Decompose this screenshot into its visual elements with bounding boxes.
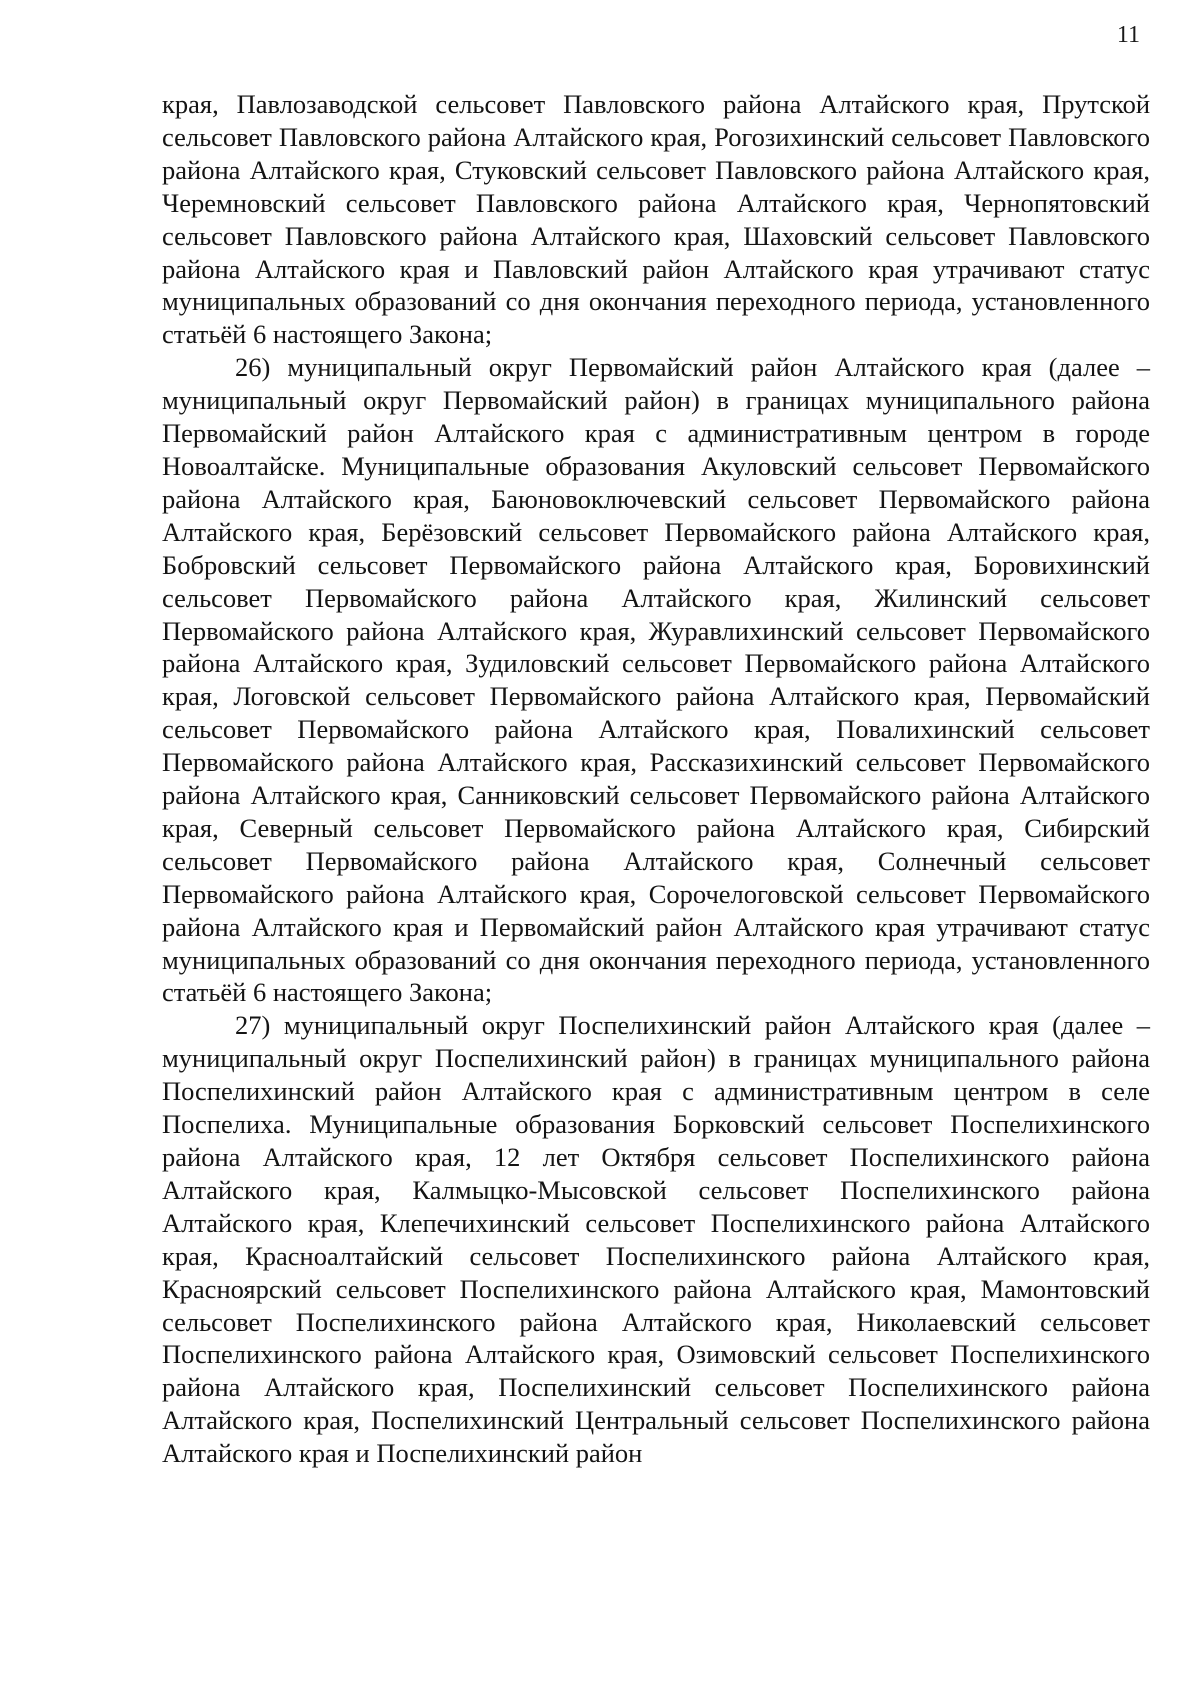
document-body xyxy=(162,88,1150,1470)
paragraph-item-26: 26) муниципальный округ Первомайский район Алтайского края (далее – муниципальный округ Первомайский район) в границах муниципального района Первомайский район Алтайского края с административным центром в городе Новоалтайске. Муниципальные образования Акуловский сельсовет Первомайского района Алтайского края, Баюновоключевский сельсовет Первомайского района Алтайского края, Берёзовский сельсовет Первомайского района Алтайского края, Бобровский сельсовет Первомайского района Алтайского края, Боровихинский сельсовет Первомайского района Алтайского края, Жилинский сельсовет Первомайского района Алтайского края, Журавлихинский сельсовет Первомайского района Алтайского края, Зудиловский сельсовет Первомайского района Алтайского края, Логовской сельсовет Первомайского района Алтайского края, Первомайский сельсовет Первомайского района Алтайского края, Повалихинский сельсовет Первомайского района Алтайского края, Рассказихинский сельсовет Первомайского района Алтайского края, Санниковский сельсовет Первомайского района Алтайского края, Северный сельсовет Первомайского района Алтайского края, Сибирский сельсовет Первомайского района Алтайского края, Солнечный сельсовет Первомайского района Алтайского края, Сорочелоговской сельсовет Первомайского района Алтайского края и Первомайский район Алтайского края утрачивают статус муниципальных образований со дня окончания переходного периода, установленного статьёй 6 настоящего Закона; xyxy=(162,352,1150,1008)
page-number: 11 xyxy=(1116,22,1140,48)
paragraph-item-27: 27) муниципальный округ Поспелихинский район Алтайского края (далее – муниципальный округ Поспелихинский район) в границах муниципального района Поспелихинский район Алтайского края с административным центром в селе Поспелиха. Муниципальные образования Борковский сельсовет Поспелихинского района Алтайского края, 12 лет Октября сельсовет Поспелихинского района Алтайского края, Калмыцко-Мысовской сельсовет Поспелихинского района Алтайского края, Клепечихинский сельсовет Поспелихинского района Алтайского края, Красноалтайский сельсовет Поспелихинского района Алтайского края, Красноярский сельсовет Поспелихинского района Алтайского края, Мамонтовский сельсовет Поспелихинского района Алтайского края, Николаевский сельсовет Поспелихинского района Алтайского края, Озимовский сельсовет Поспелихинского района Алтайского края, Поспелихинский сельсовет Поспелихинского района Алтайского края, Поспелихинский Центральный сельсовет Поспелихинского района Алтайского края и Поспелихинский район xyxy=(162,1010,1150,1469)
paragraph-continuation: края, Павлозаводской сельсовет Павловского района Алтайского края, Прутской сельсовет Павловского района Алтайского края, Рогозихинский сельсовет Павловского района Алтайского края, Стуковский сельсовет Павловского района Алтайского края, Черемновский сельсовет Павловского района Алтайского края, Чернопятовский сельсовет Павловского района Алтайского края, Шаховский сельсовет Павловского района Алтайского края и Павловский район Алтайского края утрачивают статус муниципальных образований со дня окончания переходного периода, установленного статьёй 6 настоящего Закона; xyxy=(162,89,1150,350)
